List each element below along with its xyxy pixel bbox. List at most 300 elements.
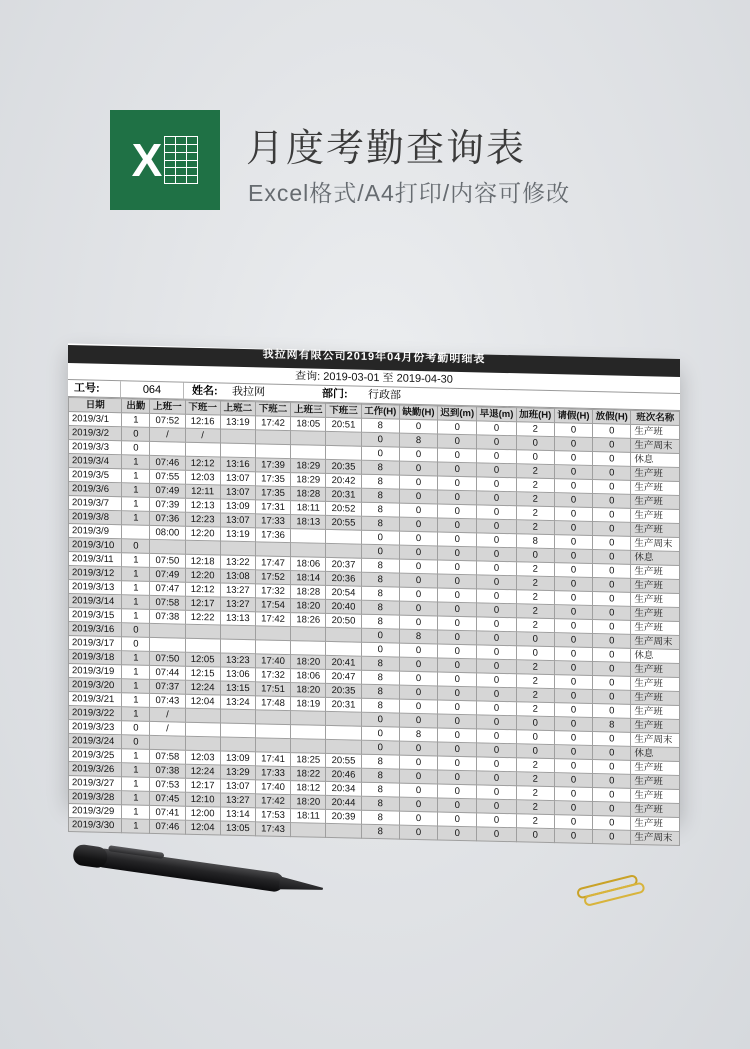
cell-o1[interactable]: 12:12	[185, 582, 220, 597]
cell-absent[interactable]: 0	[399, 797, 437, 812]
cell-i2[interactable]: 13:27	[220, 583, 255, 598]
cell-holiday[interactable]: 0	[593, 535, 631, 550]
cell-ot[interactable]: 8	[516, 534, 554, 549]
cell-early[interactable]: 0	[477, 785, 516, 800]
cell-leave[interactable]: 0	[554, 675, 592, 690]
cell-att[interactable]: 1	[122, 581, 150, 596]
cell-ot[interactable]: 2	[516, 576, 554, 591]
cell-o1[interactable]: 12:04	[185, 820, 220, 835]
cell-att[interactable]: 1	[122, 693, 150, 708]
cell-o1[interactable]: 12:00	[185, 806, 220, 821]
cell-i1[interactable]	[150, 539, 185, 554]
cell-shift[interactable]: 生产周末	[631, 536, 680, 551]
cell-i1[interactable]: 07:36	[150, 511, 185, 526]
cell-late[interactable]: 0	[438, 588, 477, 603]
cell-o3[interactable]: 20:31	[326, 487, 361, 502]
cell-holiday[interactable]: 0	[593, 773, 631, 788]
cell-o3[interactable]: 20:46	[326, 767, 361, 782]
cell-o1[interactable]: 12:17	[185, 596, 220, 611]
cell-i2[interactable]: 13:06	[220, 667, 255, 682]
cell-shift[interactable]: 生产班	[631, 816, 680, 831]
cell-o3[interactable]: 20:42	[326, 473, 361, 488]
cell-i1[interactable]	[150, 623, 185, 638]
cell-o2[interactable]: 17:33	[255, 766, 290, 781]
cell-ot[interactable]: 2	[516, 688, 554, 703]
cell-work[interactable]: 8	[361, 768, 399, 783]
cell-o3[interactable]	[326, 739, 361, 754]
cell-date[interactable]: 2019/3/25	[69, 748, 122, 763]
cell-o2[interactable]	[255, 710, 290, 725]
cell-early[interactable]: 0	[477, 519, 516, 534]
cell-ot[interactable]: 2	[516, 702, 554, 717]
cell-date[interactable]: 2019/3/11	[69, 552, 122, 567]
cell-leave[interactable]: 0	[554, 451, 592, 466]
cell-i1[interactable]: 07:50	[150, 651, 185, 666]
cell-o1[interactable]: 12:05	[185, 652, 220, 667]
cell-shift[interactable]: 生产班	[631, 690, 680, 705]
cell-late[interactable]: 0	[438, 798, 477, 813]
cell-holiday[interactable]: 0	[593, 521, 631, 536]
cell-i1[interactable]: 07:46	[150, 819, 185, 834]
cell-holiday[interactable]: 0	[593, 563, 631, 578]
cell-att[interactable]: 0	[122, 427, 150, 442]
cell-i3[interactable]: 18:29	[291, 459, 326, 474]
cell-work[interactable]: 8	[361, 824, 399, 839]
cell-i1[interactable]: 07:37	[150, 679, 185, 694]
cell-i2[interactable]: 13:13	[220, 611, 255, 626]
cell-o1[interactable]	[185, 722, 220, 737]
cell-work[interactable]: 8	[361, 810, 399, 825]
cell-att[interactable]: 1	[122, 651, 150, 666]
cell-i3[interactable]: 18:29	[291, 473, 326, 488]
cell-i2[interactable]: 13:23	[220, 653, 255, 668]
cell-ot[interactable]: 2	[516, 660, 554, 675]
cell-leave[interactable]: 0	[554, 535, 592, 550]
cell-i3[interactable]	[291, 431, 326, 446]
cell-i3[interactable]	[291, 445, 326, 460]
cell-att[interactable]: 1	[122, 763, 150, 778]
cell-early[interactable]: 0	[477, 435, 516, 450]
cell-att[interactable]: 1	[122, 553, 150, 568]
cell-date[interactable]: 2019/3/1	[69, 412, 122, 427]
cell-i2[interactable]: 13:24	[220, 695, 255, 710]
cell-att[interactable]: 1	[122, 511, 150, 526]
cell-att[interactable]: 0	[122, 623, 150, 638]
cell-i2[interactable]: 13:05	[220, 821, 255, 836]
cell-leave[interactable]: 0	[554, 563, 592, 578]
cell-work[interactable]: 8	[361, 670, 399, 685]
cell-holiday[interactable]: 0	[593, 689, 631, 704]
cell-o1[interactable]: 12:12	[185, 456, 220, 471]
cell-date[interactable]: 2019/3/21	[69, 692, 122, 707]
cell-ot[interactable]: 2	[516, 786, 554, 801]
cell-date[interactable]: 2019/3/6	[69, 482, 122, 497]
cell-holiday[interactable]: 0	[593, 451, 631, 466]
cell-work[interactable]: 0	[361, 712, 399, 727]
cell-shift[interactable]: 生产班	[631, 606, 680, 621]
cell-o2[interactable]: 17:31	[255, 500, 290, 515]
cell-o2[interactable]: 17:52	[255, 570, 290, 585]
cell-holiday[interactable]: 0	[593, 507, 631, 522]
cell-leave[interactable]: 0	[554, 423, 592, 438]
cell-i2[interactable]	[220, 541, 255, 556]
cell-o1[interactable]: 12:15	[185, 666, 220, 681]
cell-absent[interactable]: 0	[399, 419, 437, 434]
cell-leave[interactable]: 0	[554, 689, 592, 704]
cell-o3[interactable]: 20:36	[326, 571, 361, 586]
cell-holiday[interactable]: 0	[593, 745, 631, 760]
cell-shift[interactable]: 休息	[631, 746, 680, 761]
cell-leave[interactable]: 0	[554, 815, 592, 830]
cell-o1[interactable]: 12:20	[185, 526, 220, 541]
cell-o2[interactable]: 17:53	[255, 808, 290, 823]
cell-o2[interactable]: 17:32	[255, 668, 290, 683]
cell-work[interactable]: 8	[361, 586, 399, 601]
cell-early[interactable]: 0	[477, 659, 516, 674]
cell-holiday[interactable]: 0	[593, 787, 631, 802]
cell-holiday[interactable]: 0	[593, 549, 631, 564]
cell-att[interactable]: 1	[122, 819, 150, 834]
cell-date[interactable]: 2019/3/18	[69, 650, 122, 665]
cell-i2[interactable]: 13:08	[220, 569, 255, 584]
cell-early[interactable]: 0	[477, 813, 516, 828]
cell-o1[interactable]: 12:24	[185, 680, 220, 695]
cell-o1[interactable]	[185, 540, 220, 555]
cell-absent[interactable]: 0	[399, 573, 437, 588]
cell-o3[interactable]: 20:37	[326, 557, 361, 572]
cell-early[interactable]: 0	[477, 631, 516, 646]
cell-i3[interactable]: 18:20	[291, 599, 326, 614]
cell-work[interactable]: 0	[361, 740, 399, 755]
cell-ot[interactable]: 2	[516, 618, 554, 633]
cell-holiday[interactable]: 0	[593, 465, 631, 480]
cell-early[interactable]: 0	[477, 715, 516, 730]
cell-o3[interactable]	[326, 641, 361, 656]
cell-shift[interactable]: 生产班	[631, 802, 680, 817]
cell-shift[interactable]: 生产班	[631, 774, 680, 789]
cell-late[interactable]: 0	[438, 630, 477, 645]
cell-shift[interactable]: 生产班	[631, 788, 680, 803]
cell-shift[interactable]: 休息	[631, 452, 680, 467]
cell-late[interactable]: 0	[438, 476, 477, 491]
cell-leave[interactable]: 0	[554, 661, 592, 676]
cell-late[interactable]: 0	[438, 742, 477, 757]
cell-i3[interactable]	[291, 627, 326, 642]
cell-date[interactable]: 2019/3/12	[69, 566, 122, 581]
cell-work[interactable]: 8	[361, 614, 399, 629]
cell-i1[interactable]: 07:43	[150, 693, 185, 708]
cell-date[interactable]: 2019/3/2	[69, 426, 122, 441]
cell-work[interactable]: 8	[361, 698, 399, 713]
cell-work[interactable]: 8	[361, 754, 399, 769]
cell-o3[interactable]	[326, 725, 361, 740]
cell-i2[interactable]: 13:09	[220, 499, 255, 514]
cell-o2[interactable]: 17:48	[255, 696, 290, 711]
cell-o3[interactable]	[326, 627, 361, 642]
cell-shift[interactable]: 生产周末	[631, 830, 680, 845]
cell-o3[interactable]: 20:54	[326, 585, 361, 600]
cell-i3[interactable]	[291, 711, 326, 726]
cell-absent[interactable]: 0	[399, 825, 437, 840]
cell-shift[interactable]: 生产班	[631, 564, 680, 579]
cell-o2[interactable]: 17:32	[255, 584, 290, 599]
cell-i3[interactable]	[291, 725, 326, 740]
cell-holiday[interactable]: 0	[593, 661, 631, 676]
dept-value[interactable]: 行政部	[368, 388, 401, 402]
cell-absent[interactable]: 0	[399, 769, 437, 784]
cell-work[interactable]: 8	[361, 656, 399, 671]
cell-shift[interactable]: 生产班	[631, 760, 680, 775]
cell-i1[interactable]: 07:50	[150, 553, 185, 568]
cell-i1[interactable]: 07:39	[150, 497, 185, 512]
cell-absent[interactable]: 8	[399, 727, 437, 742]
cell-work[interactable]: 8	[361, 796, 399, 811]
cell-o3[interactable]	[326, 543, 361, 558]
cell-work[interactable]: 0	[361, 628, 399, 643]
cell-shift[interactable]: 生产周末	[631, 634, 680, 649]
cell-late[interactable]: 0	[438, 784, 477, 799]
cell-o3[interactable]: 20:55	[326, 515, 361, 530]
cell-o1[interactable]: 12:20	[185, 568, 220, 583]
cell-ot[interactable]: 2	[516, 604, 554, 619]
cell-o2[interactable]: 17:42	[255, 416, 290, 431]
cell-date[interactable]: 2019/3/20	[69, 678, 122, 693]
cell-holiday[interactable]: 0	[593, 619, 631, 634]
cell-date[interactable]: 2019/3/8	[69, 510, 122, 525]
cell-i2[interactable]	[220, 625, 255, 640]
cell-leave[interactable]: 0	[554, 493, 592, 508]
cell-holiday[interactable]: 0	[593, 647, 631, 662]
cell-i1[interactable]: 07:44	[150, 665, 185, 680]
cell-i3[interactable]: 18:20	[291, 683, 326, 698]
cell-early[interactable]: 0	[477, 603, 516, 618]
cell-o2[interactable]: 17:35	[255, 486, 290, 501]
cell-i3[interactable]	[291, 529, 326, 544]
cell-late[interactable]: 0	[438, 812, 477, 827]
cell-o1[interactable]	[185, 736, 220, 751]
cell-i2[interactable]: 13:07	[220, 779, 255, 794]
cell-leave[interactable]: 0	[554, 549, 592, 564]
cell-late[interactable]: 0	[438, 826, 477, 841]
cell-late[interactable]: 0	[438, 616, 477, 631]
cell-o2[interactable]	[255, 738, 290, 753]
cell-absent[interactable]: 0	[399, 489, 437, 504]
cell-leave[interactable]: 0	[554, 577, 592, 592]
cell-work[interactable]: 0	[361, 544, 399, 559]
cell-ot[interactable]: 0	[516, 744, 554, 759]
cell-i1[interactable]: 08:00	[150, 525, 185, 540]
cell-shift[interactable]: 生产周末	[631, 732, 680, 747]
cell-work[interactable]: 8	[361, 684, 399, 699]
cell-o1[interactable]	[185, 442, 220, 457]
cell-i2[interactable]: 13:09	[220, 751, 255, 766]
cell-att[interactable]: 1	[122, 679, 150, 694]
cell-absent[interactable]: 0	[399, 447, 437, 462]
cell-ot[interactable]: 2	[516, 422, 554, 437]
cell-leave[interactable]: 0	[554, 703, 592, 718]
cell-o3[interactable]: 20:47	[326, 669, 361, 684]
cell-ot[interactable]: 0	[516, 828, 554, 843]
cell-leave[interactable]: 0	[554, 829, 592, 844]
cell-leave[interactable]: 0	[554, 745, 592, 760]
cell-early[interactable]: 0	[477, 729, 516, 744]
cell-att[interactable]: 1	[122, 497, 150, 512]
cell-i1[interactable]: 07:52	[150, 413, 185, 428]
cell-shift[interactable]: 生产班	[631, 522, 680, 537]
cell-date[interactable]: 2019/3/15	[69, 608, 122, 623]
cell-i2[interactable]: 13:19	[220, 527, 255, 542]
cell-absent[interactable]: 0	[399, 503, 437, 518]
cell-date[interactable]: 2019/3/7	[69, 496, 122, 511]
cell-i3[interactable]: 18:06	[291, 669, 326, 684]
cell-late[interactable]: 0	[438, 714, 477, 729]
cell-date[interactable]: 2019/3/5	[69, 468, 122, 483]
cell-o3[interactable]: 20:52	[326, 501, 361, 516]
cell-i2[interactable]: 13:22	[220, 555, 255, 570]
cell-work[interactable]: 8	[361, 516, 399, 531]
cell-holiday[interactable]: 0	[593, 493, 631, 508]
cell-late[interactable]: 0	[438, 728, 477, 743]
cell-o3[interactable]: 20:40	[326, 599, 361, 614]
cell-date[interactable]: 2019/3/26	[69, 762, 122, 777]
cell-absent[interactable]: 0	[399, 601, 437, 616]
cell-i1[interactable]	[150, 441, 185, 456]
cell-o2[interactable]: 17:51	[255, 682, 290, 697]
cell-ot[interactable]: 0	[516, 730, 554, 745]
cell-i1[interactable]: 07:49	[150, 567, 185, 582]
cell-absent[interactable]: 0	[399, 517, 437, 532]
cell-o3[interactable]	[326, 711, 361, 726]
cell-ot[interactable]: 2	[516, 562, 554, 577]
cell-i2[interactable]: 13:07	[220, 471, 255, 486]
cell-i3[interactable]: 18:28	[291, 487, 326, 502]
cell-absent[interactable]: 0	[399, 461, 437, 476]
cell-shift[interactable]: 生产班	[631, 662, 680, 677]
cell-o2[interactable]	[255, 640, 290, 655]
cell-late[interactable]: 0	[438, 518, 477, 533]
cell-late[interactable]: 0	[438, 602, 477, 617]
cell-o2[interactable]: 17:42	[255, 612, 290, 627]
cell-early[interactable]: 0	[477, 547, 516, 562]
cell-absent[interactable]: 0	[399, 657, 437, 672]
cell-i2[interactable]	[220, 723, 255, 738]
cell-i2[interactable]: 13:15	[220, 681, 255, 696]
cell-late[interactable]: 0	[438, 546, 477, 561]
cell-date[interactable]: 2019/3/3	[69, 440, 122, 455]
cell-o1[interactable]: 12:03	[185, 750, 220, 765]
cell-i1[interactable]: 07:55	[150, 469, 185, 484]
cell-ot[interactable]: 0	[516, 646, 554, 661]
cell-late[interactable]: 0	[438, 462, 477, 477]
cell-early[interactable]: 0	[477, 687, 516, 702]
cell-o3[interactable]: 20:55	[326, 753, 361, 768]
cell-o2[interactable]	[255, 724, 290, 739]
cell-early[interactable]: 0	[477, 757, 516, 772]
cell-i1[interactable]: /	[150, 721, 185, 736]
cell-leave[interactable]: 0	[554, 619, 592, 634]
cell-work[interactable]: 8	[361, 418, 399, 433]
cell-i3[interactable]: 18:20	[291, 795, 326, 810]
cell-o3[interactable]: 20:35	[326, 459, 361, 474]
cell-leave[interactable]: 0	[554, 507, 592, 522]
cell-o2[interactable]: 17:40	[255, 780, 290, 795]
cell-att[interactable]: 1	[122, 805, 150, 820]
cell-shift[interactable]: 生产班	[631, 508, 680, 523]
cell-absent[interactable]: 0	[399, 545, 437, 560]
cell-o2[interactable]	[255, 430, 290, 445]
cell-ot[interactable]: 0	[516, 548, 554, 563]
cell-late[interactable]: 0	[438, 490, 477, 505]
cell-i3[interactable]: 18:20	[291, 655, 326, 670]
cell-o2[interactable]	[255, 626, 290, 641]
cell-o1[interactable]	[185, 708, 220, 723]
cell-o1[interactable]: 12:22	[185, 610, 220, 625]
cell-shift[interactable]: 生产班	[631, 676, 680, 691]
cell-absent[interactable]: 0	[399, 587, 437, 602]
cell-o1[interactable]: 12:17	[185, 778, 220, 793]
cell-o2[interactable]: 17:43	[255, 822, 290, 837]
cell-absent[interactable]: 0	[399, 615, 437, 630]
cell-i3[interactable]: 18:06	[291, 557, 326, 572]
cell-late[interactable]: 0	[438, 644, 477, 659]
cell-leave[interactable]: 0	[554, 437, 592, 452]
cell-o1[interactable]: /	[185, 428, 220, 443]
cell-date[interactable]: 2019/3/17	[69, 636, 122, 651]
cell-leave[interactable]: 0	[554, 801, 592, 816]
cell-o2[interactable]: 17:40	[255, 654, 290, 669]
cell-absent[interactable]: 0	[399, 685, 437, 700]
cell-late[interactable]: 0	[438, 686, 477, 701]
cell-o1[interactable]: 12:11	[185, 484, 220, 499]
cell-i2[interactable]: 13:27	[220, 597, 255, 612]
cell-holiday[interactable]: 8	[593, 717, 631, 732]
cell-absent[interactable]: 8	[399, 433, 437, 448]
cell-date[interactable]: 2019/3/28	[69, 790, 122, 805]
cell-date[interactable]: 2019/3/13	[69, 580, 122, 595]
cell-i3[interactable]: 18:13	[291, 515, 326, 530]
cell-late[interactable]: 0	[438, 434, 477, 449]
cell-o1[interactable]: 12:03	[185, 470, 220, 485]
cell-ot[interactable]: 2	[516, 814, 554, 829]
cell-o2[interactable]: 17:33	[255, 514, 290, 529]
cell-late[interactable]: 0	[438, 560, 477, 575]
cell-att[interactable]: 0	[122, 637, 150, 652]
cell-i2[interactable]: 13:19	[220, 415, 255, 430]
cell-i3[interactable]: 18:28	[291, 585, 326, 600]
cell-o1[interactable]: 12:18	[185, 554, 220, 569]
cell-att[interactable]: 1	[122, 595, 150, 610]
cell-early[interactable]: 0	[477, 575, 516, 590]
cell-shift[interactable]: 生产班	[631, 578, 680, 593]
cell-i1[interactable]: 07:38	[150, 609, 185, 624]
cell-absent[interactable]: 0	[399, 699, 437, 714]
cell-leave[interactable]: 0	[554, 479, 592, 494]
cell-holiday[interactable]: 0	[593, 423, 631, 438]
cell-late[interactable]: 0	[438, 574, 477, 589]
cell-absent[interactable]: 0	[399, 713, 437, 728]
cell-work[interactable]: 8	[361, 474, 399, 489]
cell-leave[interactable]: 0	[554, 521, 592, 536]
cell-holiday[interactable]: 0	[593, 759, 631, 774]
cell-work[interactable]: 0	[361, 642, 399, 657]
cell-shift[interactable]: 休息	[631, 550, 680, 565]
cell-early[interactable]: 0	[477, 421, 516, 436]
cell-i3[interactable]	[291, 823, 326, 838]
cell-i1[interactable]: /	[150, 427, 185, 442]
cell-i3[interactable]: 18:11	[291, 809, 326, 824]
cell-date[interactable]: 2019/3/19	[69, 664, 122, 679]
cell-holiday[interactable]: 0	[593, 479, 631, 494]
